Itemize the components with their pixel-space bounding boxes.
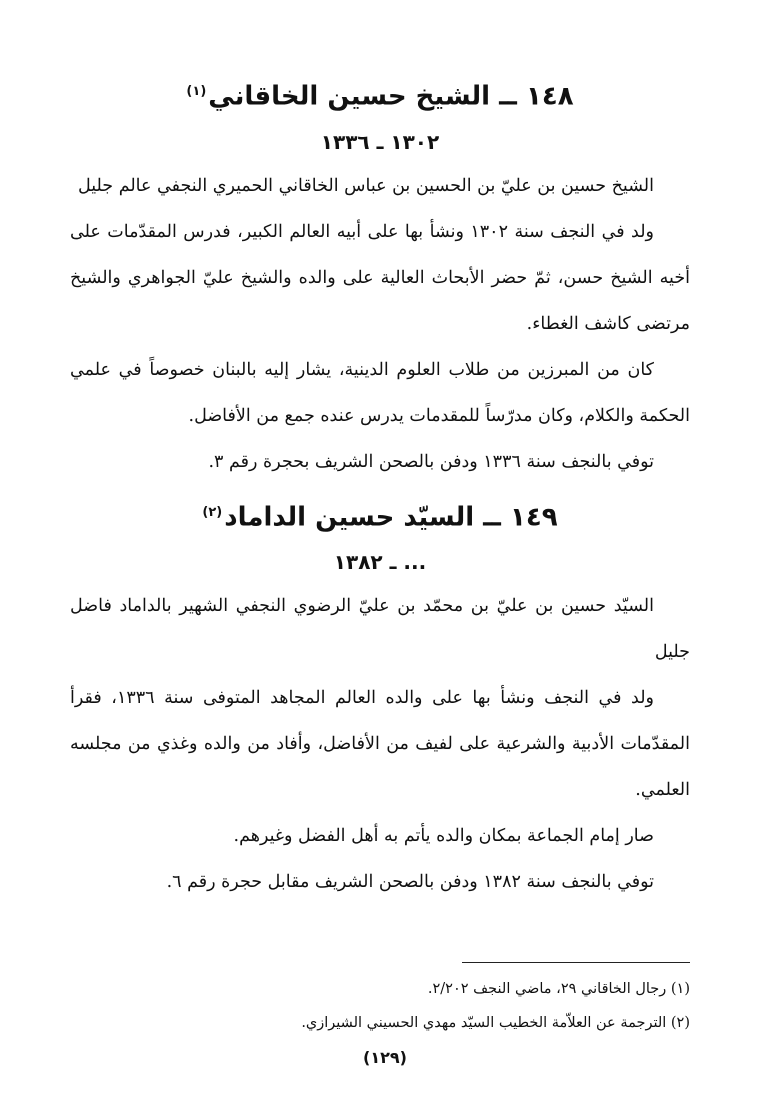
footnotes (70, 972, 690, 1040)
entry-2-paragraph-4: توفي بالنجف سنة ١٣٨٢ ودفن بالصحن الشريف مقابل حجرة رقم ٦. (166, 872, 654, 893)
page-body (70, 60, 690, 905)
footnote-ref-1: (١) (186, 84, 207, 99)
entry-1-paragraph-4: توفي بالنجف سنة ١٣٣٦ ودفن بالصحن الشريف بحجرة رقم ٣. (208, 451, 654, 472)
entry-2-dates: ... ـ ١٣٨٢ (333, 550, 427, 575)
entry-2-paragraph-2: ولد في النجف ونشأ بها على والده العالم المجاهد المتوفى سنة ١٣٣٦، فقرأ المقدّمات الأدبية والشرعية على لفيف من الأفاضل، وأفاد من والده وغذي من مجلسه العلمي. (70, 688, 690, 801)
entry-1-paragraph-2: ولد في النجف سنة ١٣٠٢ ونشأ بها على أبيه العالم الكبير، فدرس المقدّمات على أخيه الشيخ حسن، ثمّ حضر الأبحاث العالية على والده والشيخ عليّ الجواهري والشيخ مرتضى كاشف الغطاء. (70, 221, 690, 334)
entry-1-paragraph-3: كان من المبرزين من طلاب العلوم الدينية، يشار إليه بالبنان خصوصاً في علمي الحكمة والكلام، وكان مدرّساً للمقدمات يدرس عنده جمع من الأفاضل. (70, 359, 690, 426)
entry-2-title-text: ١٤٩ ــ السيّد حسين الداماد (224, 502, 558, 533)
footnote-divider (462, 962, 690, 963)
entry-1-dates: ١٣٠٢ ـ ١٣٣٦ (320, 129, 440, 154)
footnote-2: (٢) الترجمة عن العلاّمة الخطيب السيّد مهدي الحسيني الشيرازي. (301, 1015, 690, 1031)
entry-2-title (70, 491, 690, 540)
entry-1-title-text: ١٤٨ ــ الشيخ حسين الخاقاني (208, 81, 574, 112)
entry-2-paragraph-1: السيّد حسين بن عليّ بن محمّد بن عليّ الرضوي النجفي الشهير بالداماد فاضل جليل (70, 596, 690, 663)
page-number: (١٢٩) (363, 1048, 407, 1067)
entry-1-paragraph-1: الشيخ حسين بن عليّ بن الحسين بن عباس الخاقاني الحميري النجفي عالم جليل (77, 175, 654, 196)
entry-1-title (70, 70, 690, 119)
footnote-ref-2: (٢) (202, 504, 223, 520)
footnote-1: (١) رجال الخاقاني ٢٩، ماضي النجف ٢/٢٠٢. (427, 981, 690, 997)
entry-2-paragraph-3: صار إمام الجماعة بمكان والده يأتم به أهل الفضل وغيرهم. (233, 826, 654, 847)
